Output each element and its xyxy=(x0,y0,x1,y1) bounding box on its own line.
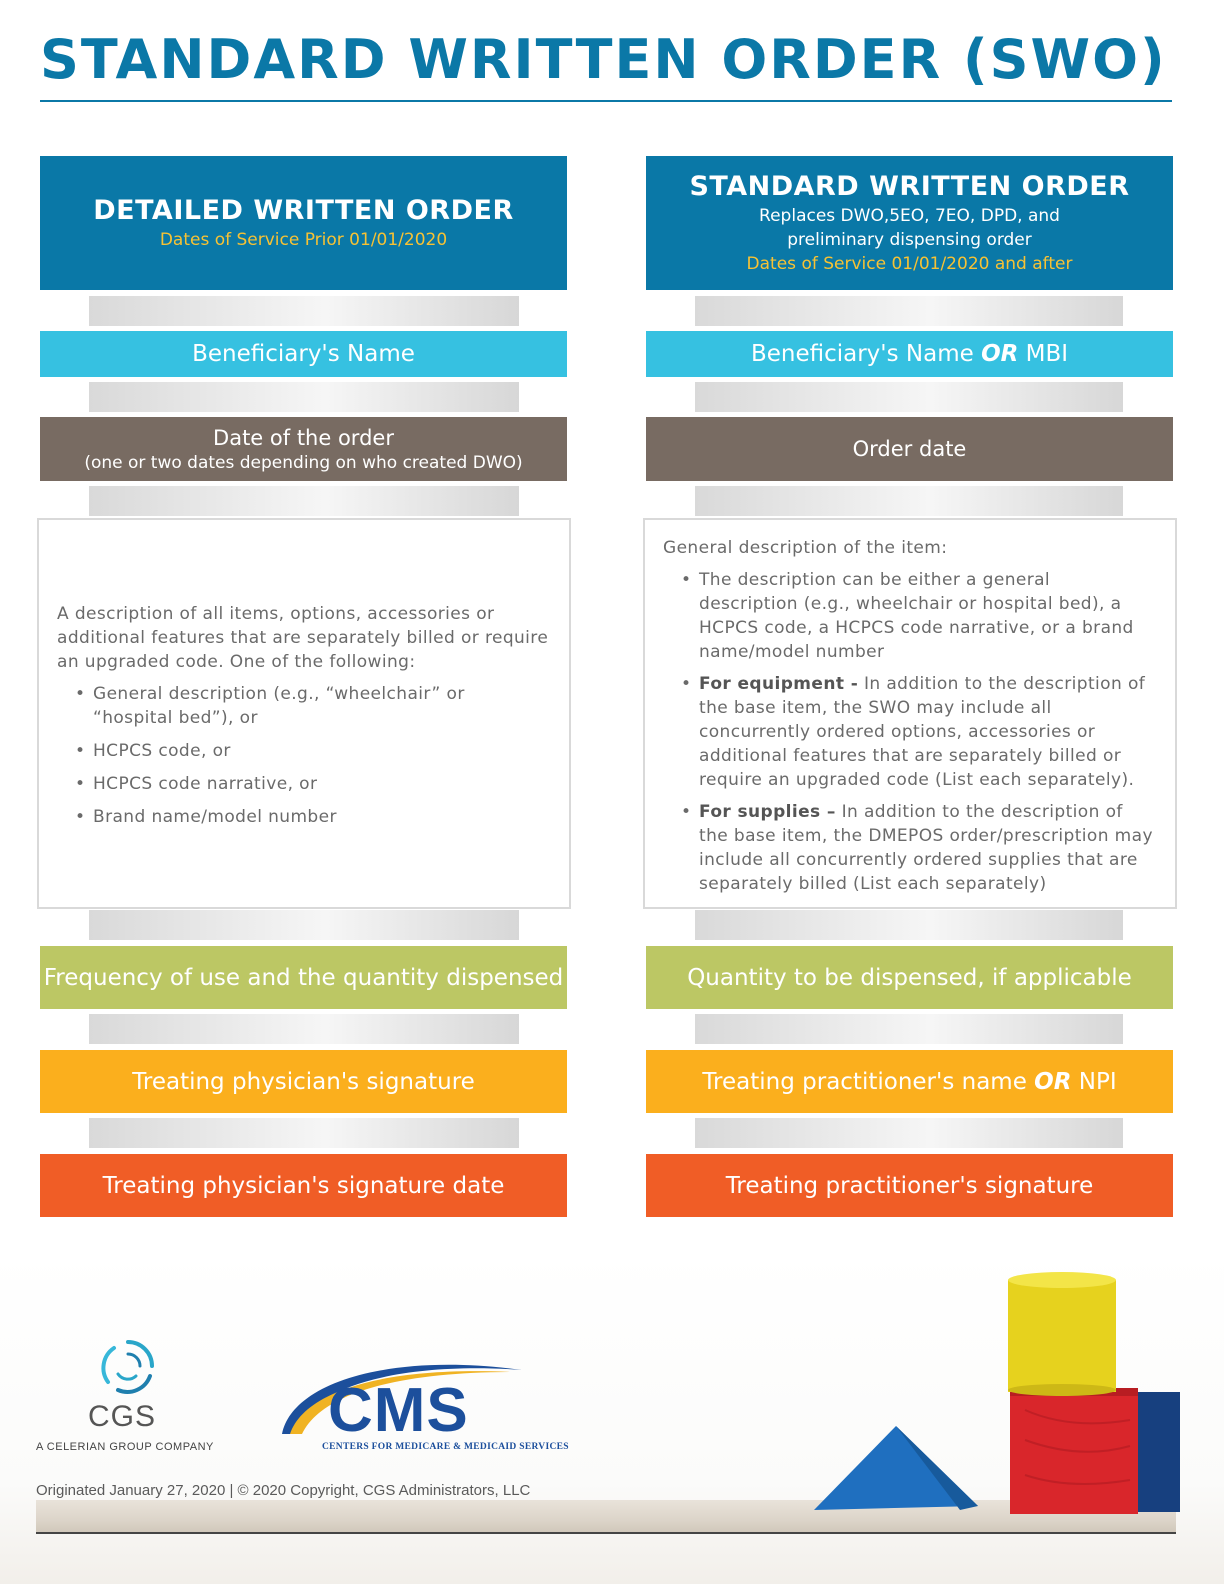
list-item: • Brand name/model number xyxy=(75,807,337,827)
cms-name: CMS xyxy=(328,1376,469,1445)
swo-quantity-label: Quantity to be dispensed, if applicable xyxy=(687,964,1132,991)
connector xyxy=(89,910,519,940)
swo-practitioner-bar xyxy=(646,1050,1173,1113)
shelf-edge xyxy=(36,1532,1176,1534)
dwo-signature-date-bar xyxy=(40,1154,567,1217)
dwo-date-bar xyxy=(40,417,567,481)
connector xyxy=(89,1014,519,1044)
connector xyxy=(695,296,1123,326)
connector xyxy=(89,486,519,516)
swo-beneficiary-label: Beneficiary's Name OR MBI xyxy=(750,341,1069,367)
toy-blocks-image xyxy=(810,1270,1180,1520)
swo-signature-label: Treating practitioner's signature xyxy=(725,1172,1094,1199)
page-title: STANDARD WRITTEN ORDER (SWO) xyxy=(40,28,1167,91)
list-item: • HCPCS code, or xyxy=(75,741,231,761)
swo-header xyxy=(646,156,1173,290)
list-item: • HCPCS code narrative, or xyxy=(75,774,318,794)
dwo-beneficiary-bar xyxy=(40,331,567,377)
connector xyxy=(695,486,1123,516)
cgs-logo-icon xyxy=(96,1338,160,1398)
dwo-description-list xyxy=(57,682,549,829)
dwo-dates: Dates of Service Prior 01/01/2020 xyxy=(159,230,448,250)
dwo-frequency-label: Frequency of use and the quantity dispensed xyxy=(43,964,564,991)
dwo-description-intro: A description of all items, options, accessories or additional features that are separately billed or require an upgraded code. One of the following: xyxy=(57,604,549,672)
dwo-date-label: Date of the order xyxy=(213,426,394,450)
connector xyxy=(695,910,1123,940)
dwo-signature-bar xyxy=(40,1050,567,1113)
connector xyxy=(89,1118,519,1148)
list-item: • The description can be either a general description (e.g., wheelchair or hospital bed), a HCPCS code, a HCPCS code narrative, or a brand name/model number xyxy=(681,570,1134,662)
swo-replaces-line2: preliminary dispensing order xyxy=(787,230,1032,250)
swo-description-intro: General description of the item: xyxy=(663,538,948,558)
list-item: • For equipment - In addition to the description of the base item, the SWO may include all concurrently ordered options, accessories or additional features that are separately billed or require an upgraded code (List each separately). xyxy=(681,674,1146,790)
dwo-signature-date-label: Treating physician's signature date xyxy=(102,1172,505,1199)
cms-tagline: CENTERS FOR MEDICARE & MEDICAID SERVICES xyxy=(322,1442,569,1452)
copyright: Originated January 27, 2020 | © 2020 Copyright, CGS Administrators, LLC xyxy=(36,1482,531,1499)
list-item: • General description (e.g., “wheelchair” or “hospital bed”), or xyxy=(75,684,465,728)
dwo-signature-label: Treating physician's signature xyxy=(132,1068,475,1095)
swo-replaces-line1: Replaces DWO,5EO, 7EO, DPD, and xyxy=(759,206,1060,226)
swo-quantity-bar xyxy=(646,946,1173,1009)
dwo-frequency-bar xyxy=(40,946,567,1009)
connector xyxy=(695,1118,1123,1148)
title-divider xyxy=(40,100,1172,102)
cgs-name: CGS xyxy=(88,1400,157,1433)
swo-date-bar xyxy=(646,417,1173,481)
dwo-description-box xyxy=(37,518,571,909)
connector xyxy=(89,382,519,412)
swo-signature-bar xyxy=(646,1154,1173,1217)
dwo-date-sub: (one or two dates depending on who created DWO) xyxy=(84,453,523,473)
swo-beneficiary-bar xyxy=(646,331,1173,377)
dwo-beneficiary-label: Beneficiary's Name xyxy=(192,341,415,367)
swo-practitioner-label: Treating practitioner's name OR NPI xyxy=(702,1068,1117,1095)
dwo-header xyxy=(40,156,567,290)
connector xyxy=(695,1014,1123,1044)
dwo-title: DETAILED WRITTEN ORDER xyxy=(93,195,514,226)
swo-description-box xyxy=(643,518,1177,909)
swo-dates: Dates of Service 01/01/2020 and after xyxy=(746,254,1073,274)
connector xyxy=(695,382,1123,412)
cgs-tagline: A CELERIAN GROUP COMPANY xyxy=(36,1441,214,1453)
connector xyxy=(89,296,519,326)
swo-date-label: Order date xyxy=(852,437,967,461)
swo-title: STANDARD WRITTEN ORDER xyxy=(689,171,1130,202)
swo-description-list xyxy=(663,568,1153,896)
list-item: • For supplies – In addition to the description of the base item, the DMEPOS order/prescription may include all concurrently ordered supplies that are separately billed (List each separately) xyxy=(681,802,1153,894)
